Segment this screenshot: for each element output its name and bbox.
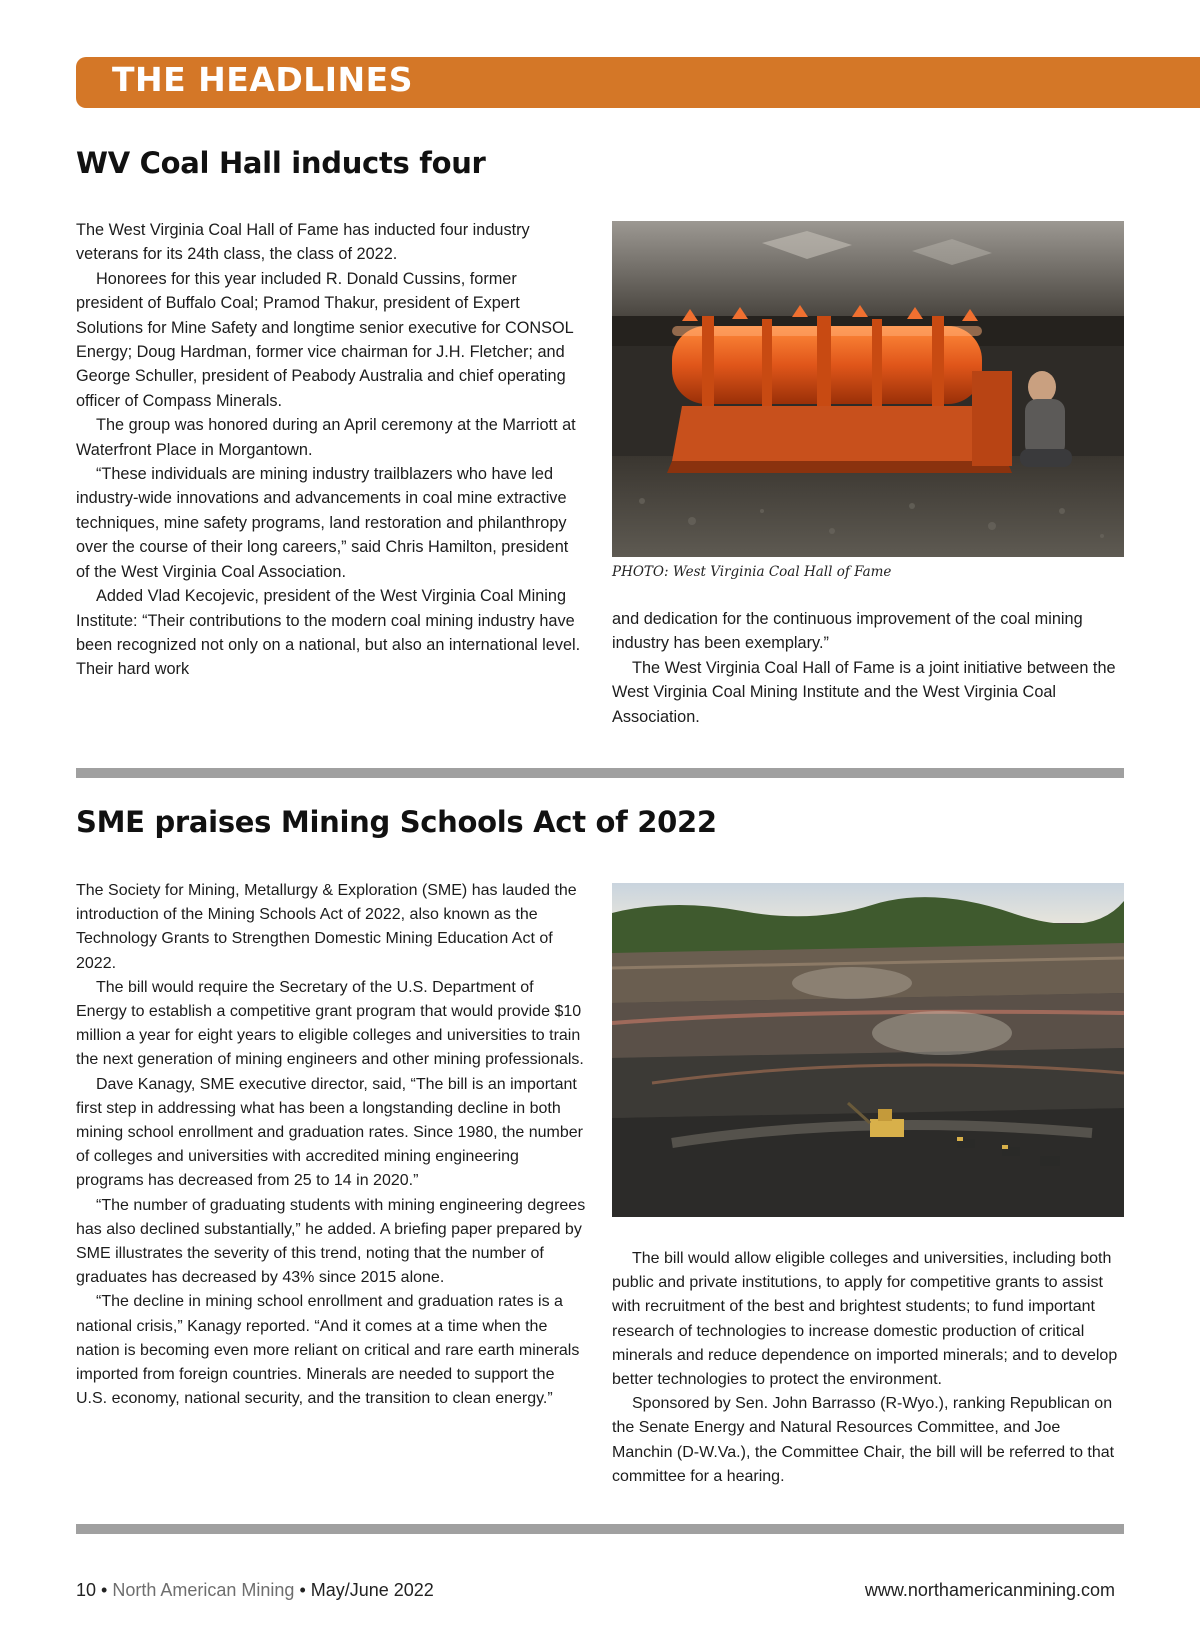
- article1-paragraph: The West Virginia Coal Hall of Fame is a joint initiative between the West Virginia Coal Mining Institute and the West Virginia Coal Association.: [612, 658, 1116, 726]
- article2-paragraph: Dave Kanagy, SME executive director, said, “The bill is an important first step in addressing what has been a longstanding decline in both mining school enrollment and graduation rates. Since 1980, the number of colleges and universities with accredited mining engineering programs has decreased from 25 to 14 in 2020.”: [76, 1075, 583, 1190]
- article1-paragraph: Added Vlad Kecojevic, president of the West Virginia Coal Mining Institute: “Their contributions to the modern coal mining industry have been recognized not only on a national, but also an international level. Their hard work: [76, 587, 581, 679]
- article1-paragraph: The group was honored during an April ceremony at the Marriott at Waterfront Place in Morgantown.: [76, 416, 576, 459]
- article2-column-right: [612, 1247, 1124, 1489]
- article1-column-left: [76, 218, 581, 682]
- article1-paragraph: “These individuals are mining industry trailblazers who have led industry-wide innovations and advancements in coal mine extractive techniques, mine safety programs, land restoration and philanthropy over the course of their long careers,” said Chris Hamilton, president of the West Virginia Coal Association.: [76, 465, 569, 581]
- section-divider: [76, 768, 1124, 778]
- article2-paragraph: The bill would require the Secretary of the U.S. Department of Energy to establish a competitive grant program that would provide $10 million a year for eight years to eligible colleges and universities to train the next generation of mining engineers and other mining professionals.: [76, 978, 584, 1069]
- article1-paragraph: Honorees for this year included R. Donald Cussins, former president of Buffalo Coal; Pramod Thakur, president of Expert Solutions for Mine Safety and longtime senior executive for CONSOL Energy; Doug Hardman, former vice chairman for J.H. Fletcher; and George Schuller, president of Peabody Australia and chief operating officer of Compass Minerals.: [76, 269, 574, 410]
- publication-name: North American Mining: [112, 1580, 295, 1600]
- footer-website: www.northamericanmining.com: [864, 1580, 1115, 1600]
- section-divider-bottom: [76, 1524, 1124, 1534]
- article2-paragraph: “The number of graduating students with mining engineering degrees has also declined substantially,” he added. A briefing paper prepared by SME illustrates the severity of this trend, noting that the number of graduates has decreased by 43% since 2015 alone.: [76, 1196, 586, 1287]
- article1-headline: WV Coal Hall inducts four: [76, 146, 486, 180]
- article2-paragraph: “The decline in mining school enrollment and graduation rates is a national crisis,” Kanagy reported. “And it comes at a time when the nation is becoming even more reliant on critical and rare earth minerals imported from foreign countries. Minerals are needed to support the U.S. economy, national security, and the transition to clean energy.”: [76, 1293, 580, 1408]
- section-header-bar: [76, 57, 1200, 108]
- issue-date: • May/June 2022: [299, 1580, 434, 1600]
- section-label: THE HEADLINES: [112, 60, 413, 99]
- article2-paragraph: The bill would allow eligible colleges and universities, including both public and private institutions, to apply for competitive grants to assist with recruitment of the best and brightest students; to fund important research of technologies to increase domestic production of critical minerals and reduce dependence on imported minerals; and to develop better technologies to protect the environment.: [612, 1250, 1118, 1389]
- photo-caption: PHOTO: West Virginia Coal Hall of Fame: [612, 564, 892, 580]
- footer-left: [76, 1580, 434, 1601]
- article1-column-right: [612, 607, 1124, 729]
- article1-paragraph: and dedication for the continuous improvement of the coal mining industry has been exemplary.”: [612, 610, 1083, 653]
- article2-paragraph: The Society for Mining, Metallurgy & Exploration (SME) has lauded the introduction of the Mining Schools Act of 2022, also known as the Technology Grants to Strengthen Domestic Mining Education Act of 2022.: [76, 882, 577, 972]
- article2-paragraph: Sponsored by Sen. John Barrasso (R-Wyo.), ranking Republican on the Senate Energy and Natural Resources Committee, and Joe Manchin (D-W.Va.), the Committee Chair, the bill will be referred to that committee for a hearing.: [612, 1395, 1115, 1485]
- page-number: 10 •: [76, 1580, 108, 1600]
- open-pit-mine-photo: [612, 883, 1124, 1217]
- continuous-miner-photo: [612, 221, 1124, 557]
- article2-headline: SME praises Mining Schools Act of 2022: [76, 805, 717, 839]
- article2-column-left: [76, 879, 588, 1411]
- article1-paragraph: The West Virginia Coal Hall of Fame has inducted four industry veterans for its 24th class, the class of 2022.: [76, 221, 530, 264]
